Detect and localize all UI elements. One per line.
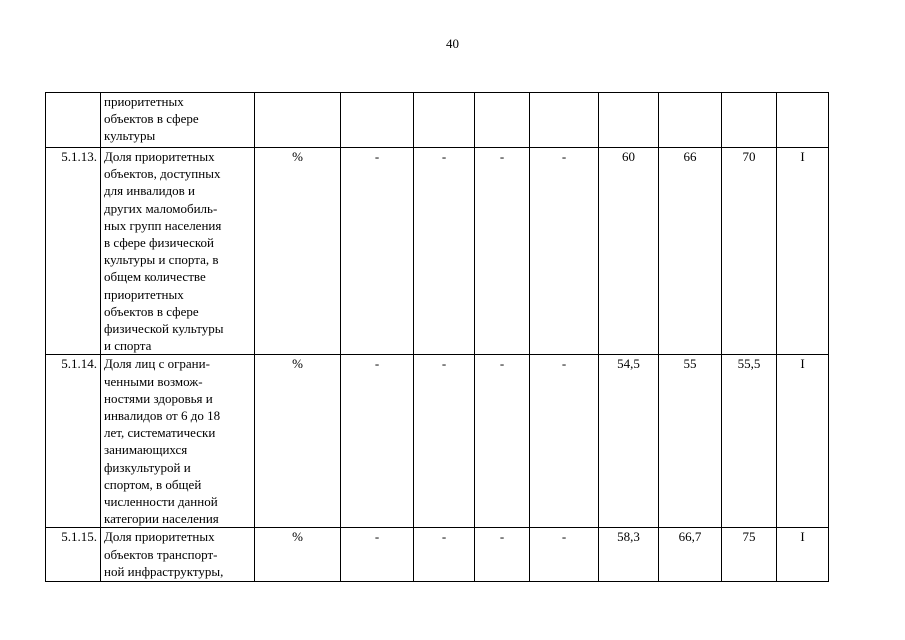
- indicator-name-cell: [101, 528, 255, 582]
- indicator-name-line: физкультурой и: [104, 459, 191, 475]
- value-cell: 54,5: [599, 355, 659, 528]
- value-cell: -: [530, 148, 599, 355]
- unit-cell: %: [255, 148, 341, 355]
- indicator-number-cell: [46, 93, 101, 148]
- value-cell: -: [341, 148, 414, 355]
- indicator-name-line: спортом, в общей: [104, 476, 202, 492]
- indicator-name-line: занимающихся: [104, 442, 188, 458]
- indicator-name-line: Доля приоритетных: [104, 149, 215, 164]
- value-cell: 66,7: [659, 528, 722, 582]
- table-row: [46, 93, 829, 148]
- value-cell: [659, 93, 722, 148]
- indicator-name-line: ностями здоровья и: [104, 390, 213, 406]
- value-cell: [599, 93, 659, 148]
- indicator-name-cell: [101, 148, 255, 355]
- indicators-table: [45, 92, 829, 582]
- value-cell: 60: [599, 148, 659, 355]
- value-cell: -: [475, 355, 530, 528]
- value-cell: -: [475, 148, 530, 355]
- value-cell: -: [530, 528, 599, 582]
- indicator-name-line: ной инфраструктуры,: [104, 563, 224, 579]
- value-cell: -: [341, 355, 414, 528]
- table-row: [46, 148, 829, 355]
- indicator-number-cell: 5.1.14.: [46, 355, 101, 528]
- value-cell: [722, 93, 777, 148]
- indicator-name-line: объектов в сфере: [104, 303, 199, 319]
- indicator-name-line: лет, систематически: [104, 425, 216, 441]
- indicator-name-line: ных групп населения: [104, 217, 222, 233]
- indicator-name-line: объектов транспорт-: [104, 546, 218, 562]
- indicator-name-line: для инвалидов и: [104, 183, 195, 199]
- indicator-name-line: других маломобиль-: [104, 200, 218, 216]
- indicator-name-line: культуры и спорта, в: [104, 252, 219, 268]
- indicator-name-line: культуры: [104, 128, 156, 144]
- source-cell: I: [777, 355, 829, 528]
- table-row: [46, 355, 829, 528]
- indicator-name-cell: [101, 355, 255, 528]
- indicator-name-line: объектов в сфере: [104, 111, 199, 127]
- value-cell: [414, 93, 475, 148]
- value-cell: -: [341, 528, 414, 582]
- value-cell: -: [530, 355, 599, 528]
- value-cell: 55,5: [722, 355, 777, 528]
- indicator-name-line: в сфере физической: [104, 235, 215, 251]
- value-cell: [475, 93, 530, 148]
- indicator-name-line: Доля приоритетных: [104, 529, 215, 545]
- value-cell: -: [414, 355, 475, 528]
- indicator-name-line: и спорта: [104, 338, 152, 354]
- indicator-name-line: приоритетных: [104, 94, 184, 109]
- unit-cell: [255, 93, 341, 148]
- page-number: 40: [446, 36, 459, 51]
- value-cell: 55: [659, 355, 722, 528]
- unit-cell: %: [255, 528, 341, 582]
- indicator-name-line: категории населения: [104, 511, 219, 527]
- indicator-number-cell: 5.1.13.: [46, 148, 101, 355]
- source-cell: I: [777, 148, 829, 355]
- value-cell: [530, 93, 599, 148]
- value-cell: -: [414, 148, 475, 355]
- value-cell: -: [475, 528, 530, 582]
- indicator-name-line: физической культуры: [104, 321, 224, 337]
- source-cell: [777, 93, 829, 148]
- value-cell: [341, 93, 414, 148]
- indicator-name-line: инвалидов от 6 до 18: [104, 408, 221, 424]
- indicator-name-line: объектов, доступных: [104, 166, 221, 182]
- indicator-name-line: общем количестве: [104, 269, 206, 285]
- value-cell: 66: [659, 148, 722, 355]
- value-cell: 75: [722, 528, 777, 582]
- indicator-name-line: численности данной: [104, 494, 218, 510]
- value-cell: 58,3: [599, 528, 659, 582]
- table-row: [46, 528, 829, 582]
- indicator-name-cell: [101, 93, 255, 148]
- indicator-number-cell: 5.1.15.: [46, 528, 101, 582]
- indicator-name-line: Доля лиц с ограни-: [104, 356, 210, 372]
- value-cell: -: [414, 528, 475, 582]
- value-cell: 70: [722, 148, 777, 355]
- unit-cell: %: [255, 355, 341, 528]
- indicator-name-line: ченными возмож-: [104, 373, 203, 389]
- source-cell: I: [777, 528, 829, 582]
- indicator-name-line: приоритетных: [104, 286, 184, 302]
